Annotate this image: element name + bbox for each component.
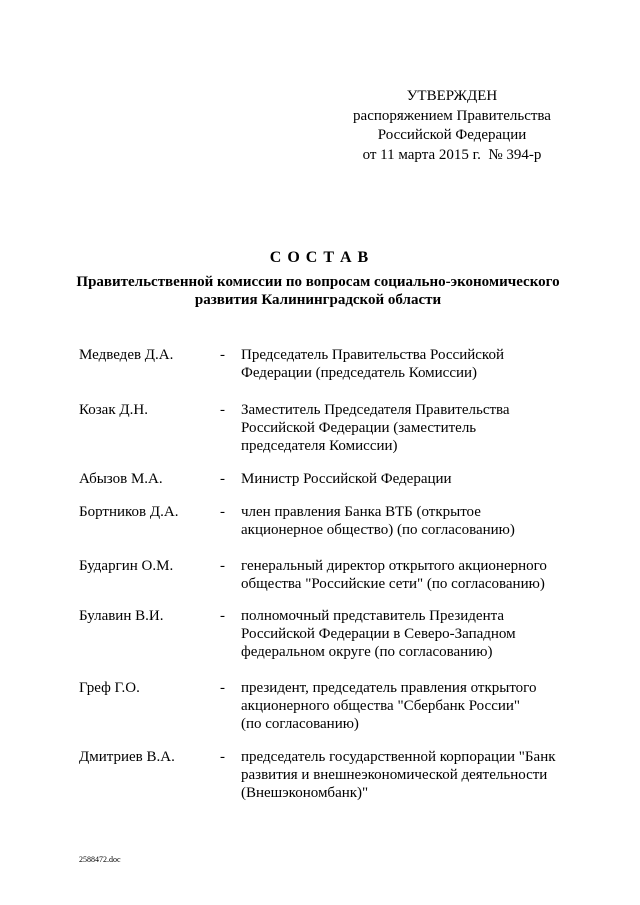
subtitle-line: Правительственной комиссии по вопросам социально-экономического xyxy=(76,274,560,290)
member-name: Булавин В.И. xyxy=(79,608,164,624)
member-role xyxy=(241,470,452,488)
role-line: Председатель Правительства Российской xyxy=(241,347,504,363)
member-name: Бортников Д.А. xyxy=(79,504,179,520)
member-separator: - xyxy=(220,558,225,574)
member-name: Медведев Д.А. xyxy=(79,347,174,363)
member-role xyxy=(241,679,536,733)
role-line: председатель государственной корпорации "Банк xyxy=(241,749,556,765)
subtitle-line: развития Калининградской области xyxy=(194,292,442,308)
member-separator: - xyxy=(220,608,225,624)
member-role xyxy=(241,401,510,455)
member-name: Греф Г.О. xyxy=(79,680,140,696)
member-separator: - xyxy=(220,680,225,696)
approval-title: УТВЕРЖДЕН xyxy=(406,88,498,104)
member-role xyxy=(241,607,516,661)
role-line: полномочный представитель Президента xyxy=(241,608,504,624)
member-name: Бударгин О.М. xyxy=(79,558,174,574)
member-role xyxy=(241,557,547,593)
footer-filename: 2588472.doc xyxy=(79,855,121,864)
member-role xyxy=(241,503,515,539)
role-line: развития и внешнеэкономической деятельности xyxy=(241,767,548,783)
approval-line: распоряжением Правительства xyxy=(353,107,551,124)
role-line: Заместитель Председателя Правительства xyxy=(241,402,510,418)
member-role xyxy=(241,748,556,802)
role-line: генеральный директор открытого акционерного xyxy=(241,558,547,574)
approval-block xyxy=(338,87,566,165)
role-line: Федерации (председатель Комиссии) xyxy=(241,365,478,381)
role-line: Российской Федерации (заместитель xyxy=(241,420,477,436)
member-separator: - xyxy=(220,471,225,487)
member-role xyxy=(241,346,504,382)
member-name: Козак Д.Н. xyxy=(79,402,148,418)
role-line: акционерное общество) (по согласованию) xyxy=(241,522,515,538)
approval-line: Российской Федерации xyxy=(377,127,527,143)
member-separator: - xyxy=(220,504,225,520)
document-subtitle xyxy=(0,273,636,309)
role-line: акционерного общества "Сбербанк России" xyxy=(241,698,521,714)
document-title: С О С Т А В xyxy=(269,249,370,266)
role-line: федеральном округе (по согласованию) xyxy=(241,644,493,660)
approval-date: от 11 марта 2015 г. № 394-р xyxy=(362,146,542,163)
member-name: Дмитриев В.А. xyxy=(79,749,175,765)
member-separator: - xyxy=(220,402,225,418)
role-line: Министр Российской Федерации xyxy=(241,471,452,487)
role-line: (Внешэкономбанк)" xyxy=(241,785,369,801)
member-name: Абызов М.А. xyxy=(79,471,163,487)
member-separator: - xyxy=(220,347,225,363)
role-line: член правления Банка ВТБ (открытое xyxy=(241,504,481,520)
role-line: Российской Федерации в Северо-Западном xyxy=(241,626,516,642)
role-line: общества "Российские сети" (по согласованию) xyxy=(241,576,545,592)
role-line: президент, председатель правления открытого xyxy=(241,680,537,696)
member-separator: - xyxy=(220,749,225,765)
role-line: председателя Комиссии) xyxy=(241,438,398,454)
role-line: (по согласованию) xyxy=(241,716,359,732)
